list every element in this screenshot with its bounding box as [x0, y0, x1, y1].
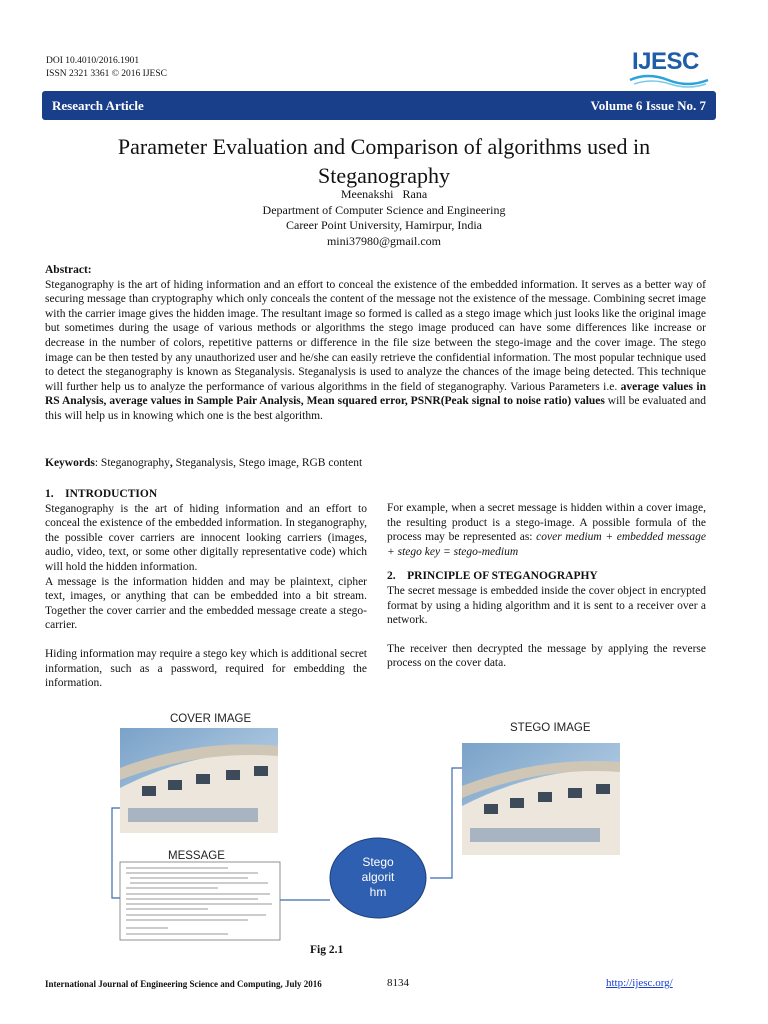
paper-title	[60, 132, 708, 190]
keywords-sep: :	[94, 457, 101, 469]
algorithm-line-2: algorit	[361, 870, 395, 884]
abstract	[45, 263, 706, 424]
algorithm-line-3: hm	[369, 885, 387, 899]
figure-caption: Fig 2.1	[310, 944, 344, 956]
abstract-text-bold: average values in RS Analysis, average values in Sample Pair Analysis, Mean squared error, PSNR(Peak signal to noise ratio) values	[45, 380, 707, 408]
footer-journal-link[interactable]: http://ijesc.org/	[606, 977, 673, 989]
algorithm-to-stego-connector	[430, 768, 462, 878]
title-line-2: Steganography	[318, 163, 450, 188]
journal-logo	[628, 46, 710, 88]
logo-text: IJESC	[632, 48, 699, 75]
keywords-label: Keywords	[45, 457, 95, 469]
left-column	[45, 487, 367, 691]
author-department: Department of Computer Science and Engineering	[262, 202, 506, 217]
article-banner	[42, 91, 716, 120]
right-para-1	[387, 501, 706, 559]
abstract-text-b: will be evaluated and this will help us in knowing which one is the best algorithm.	[45, 395, 706, 422]
cover-to-message-connector	[112, 808, 120, 898]
title-line-1: Parameter Evaluation and Comparison of algorithms used in	[117, 134, 651, 159]
steganography-figure	[108, 708, 700, 948]
author-block	[60, 187, 708, 249]
abstract-text-a: Steganography is the art of hiding information and an effort to conceal the existence of the embedded information. It serves as a better way of securing message than cryptography which only conceals the content of the message not the existence of the message. Combining secret image with the carrier image gives the hidden image. The resultant image so formed is called as a stego image which just looks like the original image but sometimes during the usage of various methods or algorithms the stego image produced can have some differences like increase or decrease in the number of colors, repetitive patterns or difference in the file size between the stego-image and the cover image. The stego image can be then tested by any unauthorized user and he/she can easily retrieve the confidential information. The most popular technique used to detect the steganography is known as Steganalysis. Steganalysis is used to analyze the chances of the image being detected. This technique will further help us to analyze the performance of various algorithms in the field of steganography. Various Parameters i.e.	[45, 278, 706, 393]
stego-image-label: STEGO IMAGE	[510, 722, 591, 734]
right-column	[387, 501, 706, 671]
principle-para-2: The receiver then decrypted the message by applying the reverse process on the cover data.	[387, 642, 706, 670]
keywords	[45, 457, 362, 469]
principle-para-1: The secret message is embedded inside the cover object in encrypted format by using a hiding algorithm and it is sent to a receiver over a network.	[387, 584, 706, 627]
footer-journal: International Journal of Engineering Science and Computing, July 2016	[45, 979, 322, 989]
keyword-comma: ,	[169, 457, 173, 469]
intro-para-2: A message is the information hidden and may be plaintext, cipher text, images, or anything that can be embedded into a bit stream. Together the cover carrier and the embedded message create a stego-carrier.	[45, 575, 367, 632]
author-university: Career Point University, Hamirpur, India	[285, 218, 483, 232]
message-box	[120, 862, 280, 940]
doi-text: DOI 10.4010/2016.1901	[46, 56, 140, 66]
author-email: mini37980@gmail.com	[326, 233, 442, 248]
issn-text: ISSN 2321 3361 © 2016 IJESC	[46, 69, 167, 79]
stego-image	[462, 743, 620, 855]
right-para-1-text: For example, when a secret message is hidden within a cover image, the resulting product is a stego-image. A possible formula of the process may be represented as:	[387, 502, 706, 544]
principle-heading: 2. PRINCIPLE OF STEGANOGRAPHY	[387, 570, 598, 583]
volume-issue: Volume 6 Issue No. 7	[590, 97, 706, 113]
abstract-heading: Abstract:	[45, 264, 92, 276]
article-type: Research Article	[52, 97, 144, 113]
footer-page-number: 8134	[387, 977, 409, 989]
algorithm-line-1: Stego	[362, 855, 394, 869]
header-meta	[46, 55, 167, 81]
keyword-first: Steganography	[100, 457, 170, 469]
cover-image-label: COVER IMAGE	[170, 713, 252, 725]
intro-para-1: Steganography is the art of hiding information and an effort to conceal the existence of the embedded information. In steganography, the possible cover carriers are innocent looking carriers (images, audio, video, text, or some other digitally representative code) which will hold the hidden information.	[45, 502, 367, 573]
author-name: Meenakshi Rana	[340, 187, 428, 201]
message-label: MESSAGE	[168, 850, 225, 862]
logo-wave-icon	[628, 72, 710, 88]
formula-text: cover medium + embedded message + stego key = stego-medium	[387, 531, 706, 558]
cover-image	[120, 728, 278, 833]
keywords-rest: Steganalysis, Stego image, RGB content	[172, 457, 363, 469]
intro-para-3: Hiding information may require a stego key which is additional secret information, such as a password, required for embedding the information.	[45, 647, 367, 690]
intro-heading: 1. INTRODUCTION	[45, 488, 158, 500]
